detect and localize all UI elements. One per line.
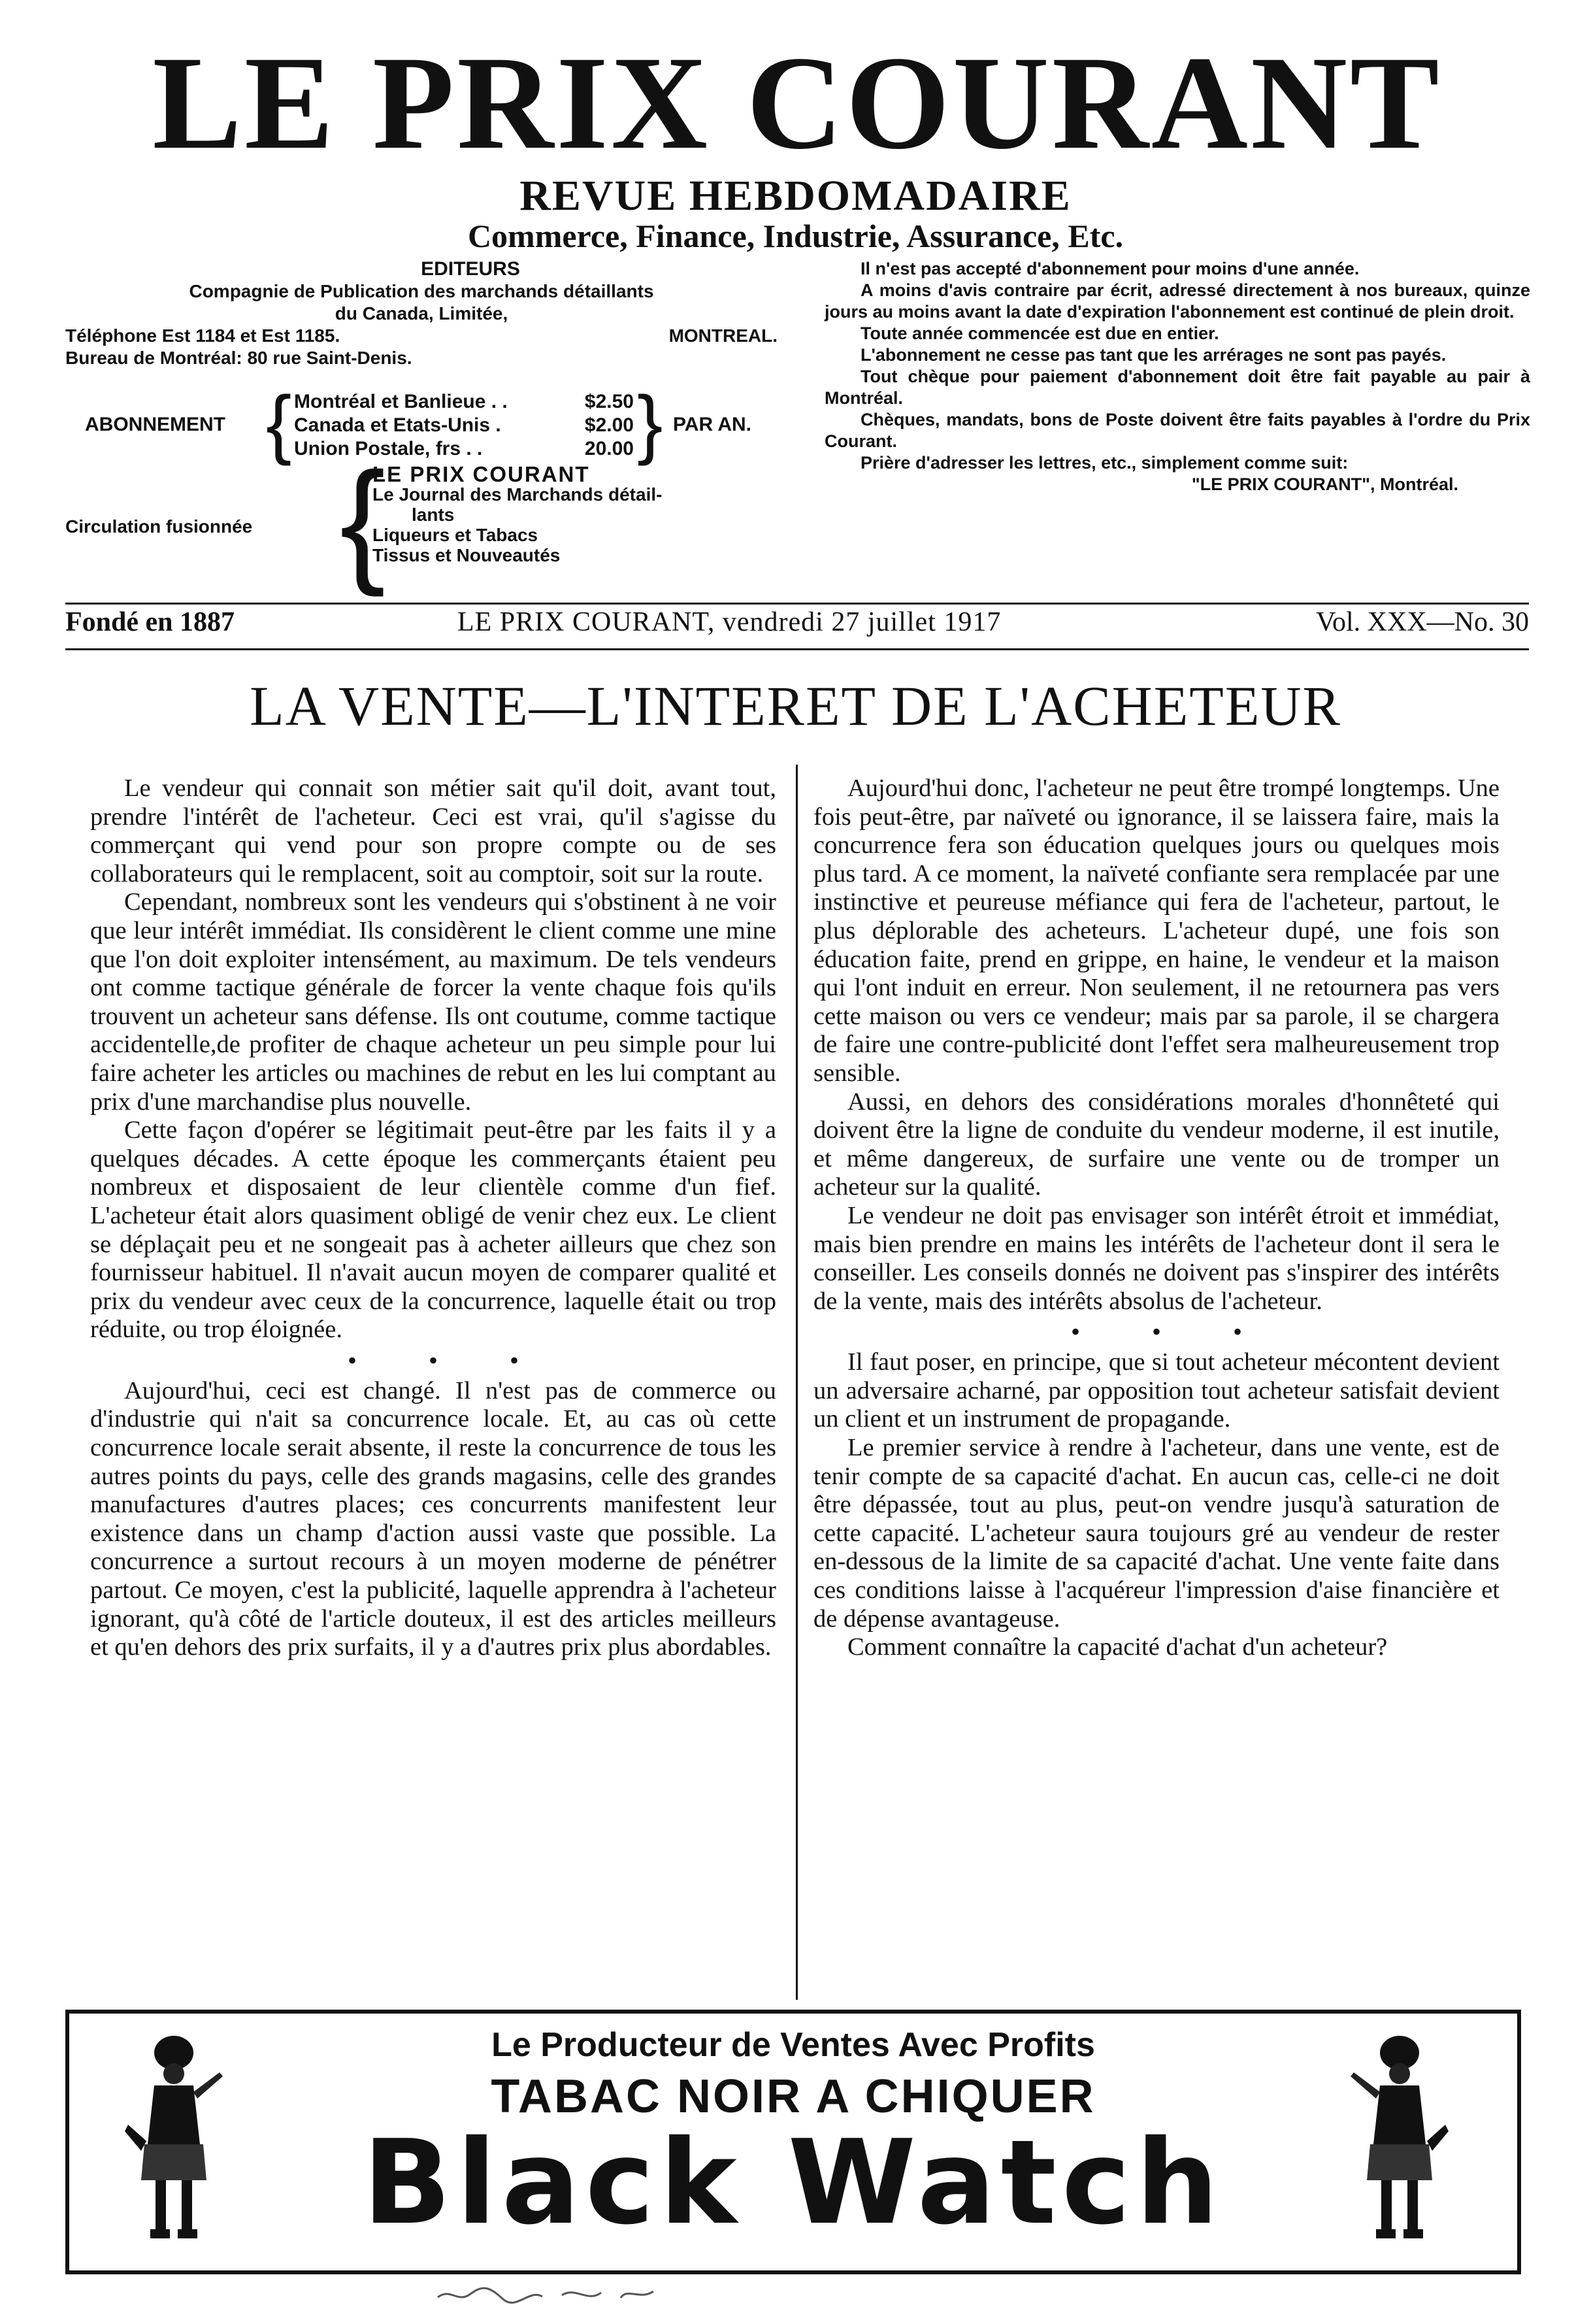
per-year-label: PAR AN. xyxy=(673,414,751,435)
column-divider xyxy=(796,765,798,2000)
subscription-label: ABONNEMENT xyxy=(85,414,225,435)
article-column-right xyxy=(813,774,1500,1662)
article-paragraph: Le premier service à rendre à l'acheteur, dans une vente, est de tenir compte de sa capacité d'achat. En aucun cas, celle-ci ne doit être dépassée, tout au plus, peut-on vendre jusqu'à saturation de cette capacité. L'acheteur saura toujours gré au vendeur de rester en-dessous de la limite de sa capacité d'achat. Une vente faite dans ces conditions laisse à l'acquéreur l'impression d'aise financière et de dépense avantageuse. xyxy=(813,1434,1500,1633)
company-line-2: du Canada, Limitée, xyxy=(335,303,508,324)
article-paragraph: Il faut poser, en principe, que si tout acheteur mécontent devient un adversaire acharné, par opposition tout acheteur satisfait devient un client et un instrument de propagande. xyxy=(813,1348,1500,1433)
issue-text: LE PRIX COURANT, vendredi 27 juillet 1917 xyxy=(457,607,1002,637)
highland-soldier-icon xyxy=(1341,2033,1458,2255)
circulation-list xyxy=(372,464,791,565)
article-paragraph: Comment connaître la capacité d'achat d'un acheteur? xyxy=(847,1633,1388,1661)
publisher-info xyxy=(65,258,778,369)
notice: Prière d'adresser les lettres, etc., simplement comme suit: xyxy=(861,453,1349,473)
article-paragraph: Aujourd'hui, ceci est changé. Il n'est pas de commerce ou d'industrie qui n'ait sa concurrence locale. Et, au cas où cette concurrence locale serait absente, il reste la concurrence de tous les autres points du pays, celle des grands magasins, celle des grandes manufactures d'autres places; ces concurrents manifestent leur existence dans un champ d'action aussi vaste que possible. La concurrence a surtout recours à un moyen moderne de pénétrer partout. Ce moyen, c'est la publicité, laquelle apprendra à l'acheteur ignorant, qu'à côté de l'article douteux, il est des articles meilleurs et qu'en dehors des prix surfaits, il y a d'autres prix plus abordables. xyxy=(90,1376,776,1661)
left-brace: { xyxy=(266,380,292,467)
founded-text: Fondé en 1887 xyxy=(65,607,235,637)
handwritten-scribble xyxy=(431,2281,693,2307)
article-headline: LA VENTE—L'INTERET DE L'ACHETEUR xyxy=(250,674,1341,737)
ad-product: TABAC NOIR A CHIQUER xyxy=(491,2070,1096,2123)
article-paragraph: Cette façon d'opérer se légitimait peut-être par les faits il y a quelques décades. A cette époque les commerçants étaient peu nombreux et disposaient de leur clientèle comme d'un fief. L'acheteur était alors quasiment obligé de venir chez eux. Le client se déplaçait peu et ne songeait pas à acheter ailleurs que chez son fournisseur habituel. Il n'avait aucun moyen de comparer qualité et prix du vendeur avec ceux de la concurrence, laquelle était ou trop réduite, ou trop éloignée. xyxy=(90,1116,776,1344)
city-text: MONTREAL. xyxy=(668,325,778,346)
article-paragraph: Cependant, nombreux sont les vendeurs qui s'obstinent à ne voir que leur intérêt immédiat. Ils considèrent le client comme une mine que l'on doit exploiter intensément, au maximum. De tels vendeurs ont comme tactique générale de forcer la vente chaque fois qu'ils trouvent un acheteur sans défense. Ils ont coutume, comme tactique accidentelle,de profiter de chaque acheteur un peu simple pour lui faire acheter les articles ou machines de rebut en les lui comptant au prix d'une marchandise plus nouvelle. xyxy=(90,888,776,1116)
dateline xyxy=(65,606,1529,646)
circulation-item: Tissus et Nouveautés xyxy=(372,545,561,565)
subscription-notices xyxy=(825,258,1530,495)
section-dots: • • • xyxy=(1070,1317,1275,1347)
bureau-text: Bureau de Montréal: 80 rue Saint-Denis. xyxy=(65,348,412,368)
ad-brand: Black Watch xyxy=(362,2115,1224,2250)
article-paragraph: Le vendeur ne doit pas envisager son intérêt étroit et immédiat, mais bien prendre en mains les intérêts de l'acheteur dont il sera le conseiller. Les conseils donnés ne doivent pas s'inspirer des intérêts de la vente, mais des intérêts absolus de l'acheteur. xyxy=(813,1201,1500,1315)
circulation-item: lants xyxy=(412,505,455,525)
circulation-item: Liqueurs et Tabacs xyxy=(372,525,538,545)
notice: A moins d'avis contraire par écrit, adressé directement à nos bureaux, quinze jours au moins avant la date d'expiration l'abonnement est continué de plein droit. xyxy=(825,280,1530,322)
circulation-item: Le Journal des Marchands détail- xyxy=(372,484,663,505)
article-paragraph: Le vendeur qui connait son métier sait qu'il doit, avant tout, prendre l'intérêt de l'acheteur. Ceci est vrai, qu'il s'agisse du commerçant qui vend pour son propre compte ou de ses collaborateurs qui le remplacent, soit au comptoir, soit sur la route. xyxy=(90,774,776,888)
circulation-label: Circulation fusionnée xyxy=(65,516,253,537)
company-line-1: Compagnie de Publication des marchands détaillants xyxy=(189,281,654,301)
section-dots: • • • xyxy=(347,1345,551,1375)
masthead-subtitle: REVUE HEBDOMADAIRE xyxy=(519,172,1072,220)
rate-row: Canada et Etats-Unis . $2.00 xyxy=(294,414,634,436)
circulation-item: LE PRIX COURANT xyxy=(372,462,590,486)
rate-row: Montréal et Banlieue . . $2.50 xyxy=(294,391,634,412)
volume-text: Vol. XXX—No. 30 xyxy=(1316,607,1529,637)
article-paragraph: Aussi, en dehors des considérations morales d'honnêteté qui doivent être la ligne de conduite du vendeur moderne, il est inutile, et même dangereux, de surfaire une vente ou de tromper un acheteur sur la qualité. xyxy=(813,1087,1500,1201)
notice: Chèques, mandats, bons de Poste doivent être faits payables à l'ordre du Prix Courant. xyxy=(825,410,1530,451)
ad-tagline: Le Producteur de Ventes Avec Profits xyxy=(491,2026,1095,2064)
phone-row xyxy=(65,325,778,347)
rate-row: Union Postale, frs . . 20.00 xyxy=(294,438,634,459)
article-paragraph: Aujourd'hui donc, l'acheteur ne peut être trompé longtemps. Une fois peut-être, par naïveté ou ignorance, il se laissera faire, mais la concurrence fera son éducation quelques jours ou quelques mois plus tard. A ce moment, la naïveté confiante sera remplacée par une instinctive et peureuse méfiance qui fera de l'acheteur, partout, le plus déplorable des acheteurs. L'acheteur dupé, une fois son éducation faite, prend en grippe, en haine, le vendeur et la maison qui l'ont induit en erreur. Non seulement, il ne retournera pas vers cette maison ou vers ce vendeur; mais par sa parole, il se chargera de faire une contre-publicité dont l'effet sera malheureusement trop sensible. xyxy=(813,774,1500,1087)
circulation-brace: { xyxy=(340,444,386,597)
article-column-left xyxy=(90,774,776,1662)
subscription-block xyxy=(85,380,778,467)
masthead-title: LE PRIX COURANT xyxy=(152,29,1442,177)
notice: Tout chèque pour paiement d'abonnement doit être fait payable au pair à Montréal. xyxy=(825,367,1530,408)
advertisement-box xyxy=(65,2010,1521,2274)
right-brace: } xyxy=(637,380,663,467)
editeurs-label: EDITEURS xyxy=(421,258,520,280)
notice: Toute année commencée est due en entier. xyxy=(861,324,1219,343)
notice: L'abonnement ne cesse pas tant que les arrérages ne sont pas payés. xyxy=(861,345,1447,365)
notice: Il n'est pas accepté d'abonnement pour moins d'une année. xyxy=(861,259,1360,278)
top-rule xyxy=(65,603,1529,605)
dateline-rule xyxy=(65,648,1529,650)
masthead-subsubtitle: Commerce, Finance, Industrie, Assurance, Etc. xyxy=(467,218,1124,254)
notice-address: "LE PRIX COURANT", Montréal. xyxy=(1191,474,1458,494)
phone-text: Téléphone Est 1184 et Est 1185. xyxy=(65,325,340,346)
